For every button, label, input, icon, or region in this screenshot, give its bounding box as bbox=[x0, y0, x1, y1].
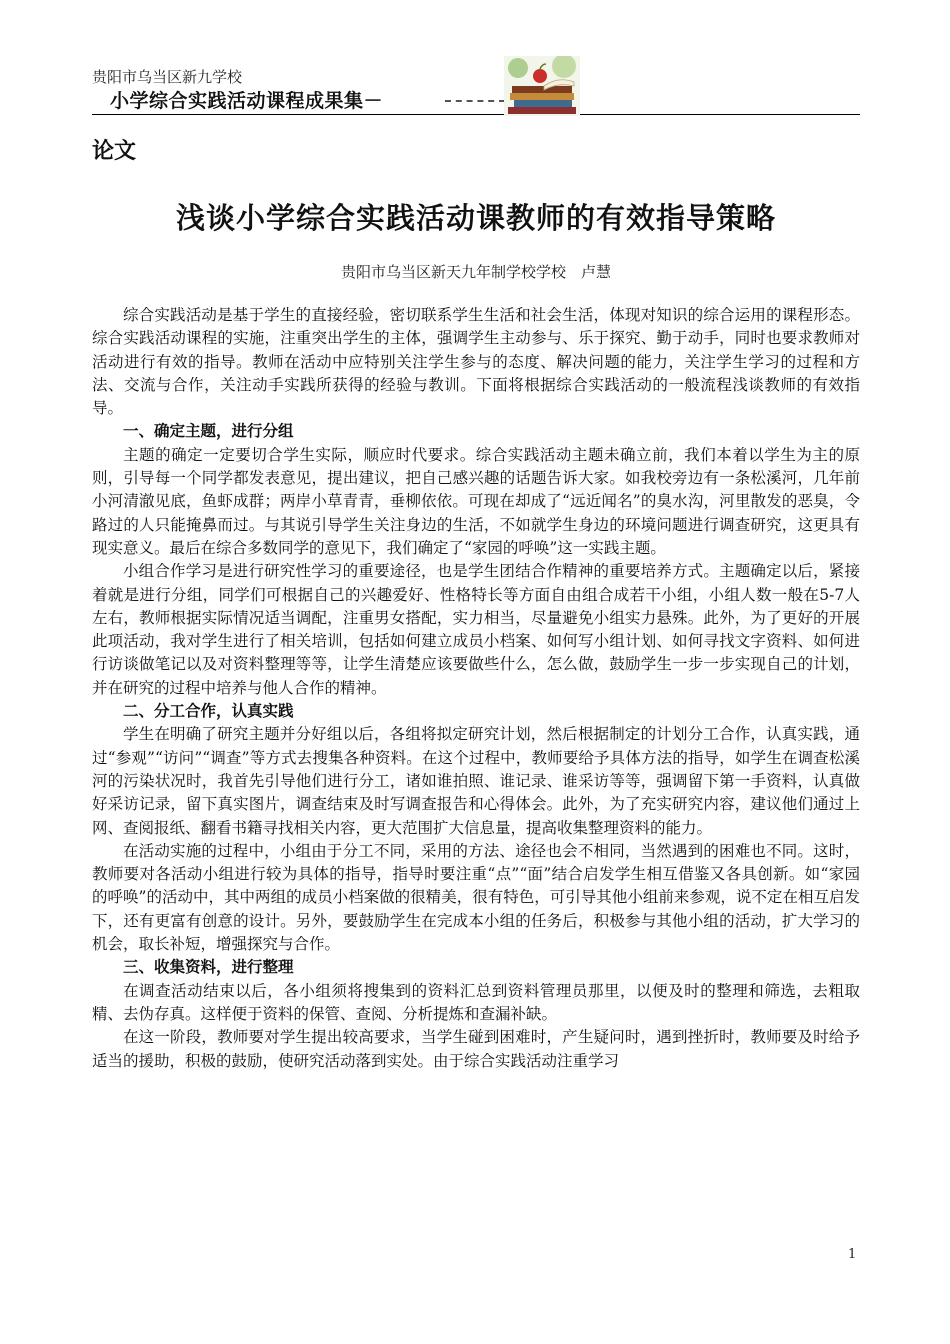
body-paragraph: 小组合作学习是进行研究性学习的重要途径，也是学生团结合作精神的重要培养方式。主题确定以后，紧接着就是进行分组，同学们可根据自己的兴趣爱好、性格特长等方面自由组合成若干小组，小组人数一般在5-7人左右，教师根据实际情况适当调配，注重男女搭配，实力相当，尽量避免小组实力悬殊。此外，为了更好的开展此项活动，我对学生进行了相关培训，包括如何建立成员小档案、如何写小组计划、如何寻找文字资料、如何进行访谈做笔记以及对资料整理等等，让学生清楚应该要做些什么，怎么做，鼓励学生一步一步实现自己的计划，并在研究的过程中培养与他人合作的精神。 bbox=[92, 562, 860, 697]
body-paragraph: 在调查活动结束以后，各小组须将搜集到的资料汇总到资料管理员那里，以便及时的整理和筛选，去粗取精、去伪存真。这样便于资料的保管、查阅、分析提炼和查漏补缺。 bbox=[92, 981, 860, 1023]
body-paragraph: 主题的确定一定要切合学生实际，顺应时代要求。综合实践活动主题未确立前，我们本着以学生为主的原则，引导每一个同学都发表意见，提出建议，把自己感兴趣的话题告诉大家。如我校旁边有一条松溪河，几年前小河清澈见底，鱼虾成群；两岸小草青青，垂柳依依。可现在却成了“远近闻名”的臭水沟，河里散发的恶臭，令路过的人只能掩鼻而过。与其说引导学生关注身边的生活，不如就学生身边的环境问题进行调查研究，这更具有现实意义。最后在综合多数同学的意见下，我们确定了“家园的呼唤”这一实践主题。 bbox=[92, 445, 860, 557]
body-paragraph: 综合实践活动是基于学生的直接经验，密切联系学生生活和社会生活，体现对知识的综合运用的课程形态。综合实践活动课程的实施，注重突出学生的主体，强调学生主动参与、乐于探究、勤于动手，同时也要求教师对活动进行有效的指导。教师在活动中应特别关注学生参与的态度、解决问题的能力，关注学生学习的过程和方法、交流与合作，关注动手实践所获得的经验与教训。下面将根据综合实践活动的一般流程浅谈教师的有效指导。 bbox=[92, 306, 860, 418]
section-tag: 论文 bbox=[92, 139, 137, 164]
section-heading: 三、收集资料，进行整理 bbox=[123, 958, 294, 977]
body-paragraph: 学生在明确了研究主题并分好组以后，各组将拟定研究计划，然后根据制定的计划分工合作，认真实践，通过“参观”“访问”“调查”等方式去搜集各种资料。在这个过程中，教师要给予具体方法的指导，如学生在调查松溪河的污染状况时，我首先引导他们进行分工，诸如谁拍照、谁记录、谁采访等等，强调留下第一手资料，认真做好采访记录，留下真实图片，调查结束及时写调查报告和心得体会。此外，为了充实研究内容，建议他们通过上网、查阅报纸、翻看书籍寻找相关内容，更大范围扩大信息量，提高收集整理资料的能力。 bbox=[92, 725, 860, 837]
section-heading: 二、分工合作，认真实践 bbox=[123, 702, 294, 721]
section-heading: 一、确定主题，进行分组 bbox=[123, 422, 294, 441]
header-dash-line bbox=[445, 100, 505, 102]
page-number: 1 bbox=[848, 1247, 857, 1262]
header-rule bbox=[92, 114, 860, 115]
article-author: 贵阳市乌当区新天九年制学校学校 卢慧 bbox=[340, 263, 611, 281]
page-header bbox=[92, 62, 860, 118]
header-series-title: 小学综合实践活动课程成果集－ bbox=[110, 90, 384, 112]
article-title: 浅谈小学综合实践活动课教师的有效指导策略 bbox=[175, 201, 776, 235]
body-paragraph: 在活动实施的过程中，小组由于分工不同，采用的方法、途径也会不相同，当然遇到的困难也不同。这时，教师要对各活动小组进行较为具体的指导，指导时要注重“点”“面”结合启发学生相互借鉴又各具创新。如“家园的呼唤”的活动中，其中两组的成员小档案做的很精美，很有特色，可引导其他小组前来参观，说不定在相互启发下，还有更富有创意的设计。另外，要鼓励学生在完成本小组的任务后，积极参与其他小组的活动，扩大学习的机会，取长补短，增强探究与合作。 bbox=[92, 841, 860, 954]
body-paragraph: 在这一阶段，教师要对学生提出较高要求，当学生碰到困难时，产生疑问时，遇到挫折时，教师要及时给予适当的援助，积极的鼓励，使研究活动落到实处。由于综合实践活动注重学习 bbox=[92, 1028, 860, 1070]
article-body bbox=[92, 304, 860, 1073]
header-school: 贵阳市乌当区新九学校 bbox=[92, 68, 243, 86]
books-apple-logo bbox=[504, 56, 580, 116]
